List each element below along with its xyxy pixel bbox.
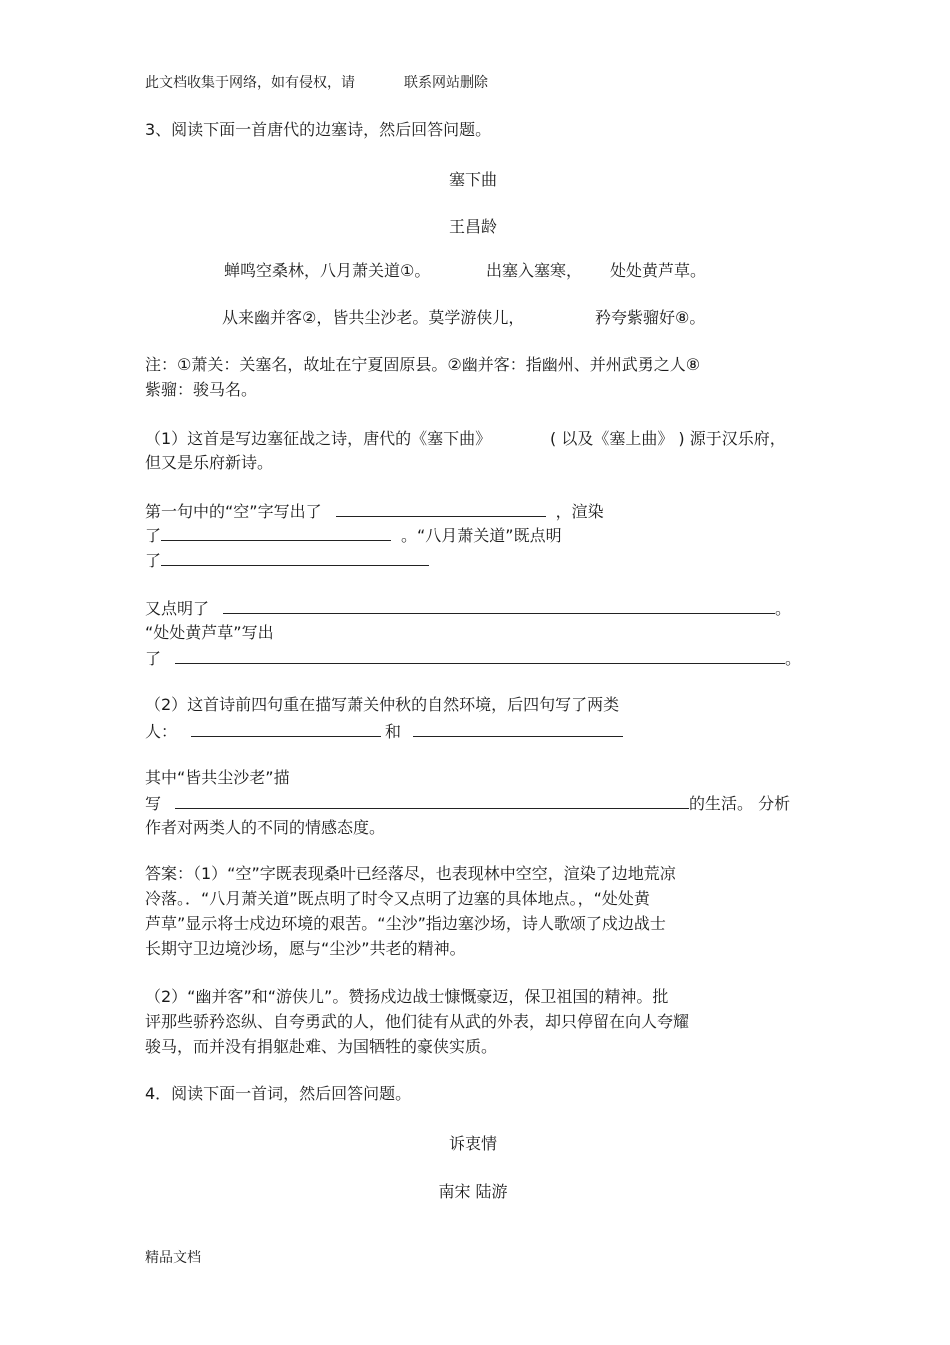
fill-line-3 bbox=[145, 549, 429, 572]
poem-line-1a: 蝉鸣空桑林，八月萧关道①。 bbox=[224, 261, 431, 280]
fill-line-2-text: 了 bbox=[145, 526, 162, 545]
answer-2-line-2: 评那些骄矜恣纵、自夸勇武的人，他们徒有从武的外表，却只停留在向人夸耀 bbox=[145, 1012, 690, 1031]
sub1-line-1a: （1）这首是写边塞征战之诗，唐代的《塞下曲》 bbox=[145, 429, 492, 448]
fill-line-5: “处处黄芦草”写出 bbox=[145, 623, 274, 642]
note-line-1: 注：①萧关：关塞名，故址在宁夏固原县。②幽并客：指幽州、并州武勇之人⑧ bbox=[145, 355, 701, 374]
answer-2-line-1: （2）“幽并客”和“游侠儿”。赞扬戍边战士慷慨豪迈，保卫祖国的精神。批 bbox=[145, 987, 669, 1006]
fill-line-1-text: 第一句中的“空”字写出了 bbox=[145, 502, 322, 521]
blank-1[interactable] bbox=[336, 500, 546, 517]
sub2-line-2 bbox=[145, 720, 623, 743]
answer-1-line-3: 芦草”显示将士戍边环境的艰苦。“尘沙”指边塞沙场，诗人歌颂了戍边战士 bbox=[145, 914, 666, 933]
q4-poem-author: 南宋 陆游 bbox=[438, 1182, 508, 1201]
sub2-line-2-and: 和 bbox=[385, 722, 402, 741]
fill-line-1 bbox=[145, 500, 604, 523]
q4-intro: 4．阅读下面一首词，然后回答问题。 bbox=[145, 1084, 412, 1103]
fill-line-6-text: 了 bbox=[145, 649, 162, 668]
fill-line-6 bbox=[145, 647, 801, 670]
poem-line-1b: 出塞入塞寒， bbox=[486, 261, 583, 280]
q3-intro: 3、阅读下面一首唐代的边塞诗，然后回答问题。 bbox=[145, 120, 492, 139]
header-note-left: 此文档收集于网络，如有侵权，请 bbox=[145, 75, 355, 91]
poem-line-2b: 矜夸紫骝好⑧。 bbox=[595, 308, 706, 327]
q4-poem-title: 诉衷情 bbox=[448, 1134, 497, 1153]
poem-title: 塞下曲 bbox=[448, 170, 497, 189]
fill-line-2 bbox=[145, 524, 562, 547]
answer-1-line-4: 长期守卫边境沙场，愿与“尘沙”共老的精神。 bbox=[145, 939, 466, 958]
fill-line-3-text: 了 bbox=[145, 551, 162, 570]
header-note-right: 联系网站删除 bbox=[404, 75, 488, 91]
poem-author: 王昌龄 bbox=[448, 217, 497, 236]
sub1-line-2: 但又是乐府新诗。 bbox=[145, 453, 274, 472]
blank-6[interactable] bbox=[191, 720, 381, 737]
poem-line-1c: 处处黄芦草。 bbox=[610, 261, 707, 280]
poem-line-2a: 从来幽并客②，皆共尘沙老。莫学游侠儿， bbox=[222, 308, 525, 327]
sub2-line-4 bbox=[145, 792, 790, 815]
sub2-line-1: （2）这首诗前四句重在描写萧关仲秋的自然环境，后四句写了两类 bbox=[145, 695, 620, 714]
sub2-line-5: 作者对两类人的不同的情感态度。 bbox=[145, 818, 386, 837]
sub2-line-4-text: 写 bbox=[145, 794, 162, 813]
sub2-line-4-tail: 的生活。 分析 bbox=[689, 794, 791, 813]
blank-3[interactable] bbox=[161, 549, 429, 566]
answer-1-line-1: 答案：（1）“空”字既表现桑叶已经落尽，也表现林中空空，渲染了边地荒凉 bbox=[145, 864, 676, 883]
footer-note: 精品文档 bbox=[145, 1250, 201, 1266]
fill-line-4-text: 又点明了 bbox=[145, 599, 210, 618]
fill-line-2-tail: 。“八月萧关道”既点明 bbox=[401, 526, 562, 545]
blank-8[interactable] bbox=[175, 792, 689, 809]
blank-7[interactable] bbox=[413, 720, 623, 737]
sub2-line-3: 其中“皆共尘沙老”描 bbox=[145, 768, 290, 787]
sub1-line-1b: ( 以及《塞上曲》 ) 源于汉乐府， bbox=[550, 429, 786, 448]
blank-2[interactable] bbox=[161, 524, 391, 541]
blank-4[interactable] bbox=[223, 597, 775, 614]
fill-line-4-tail: 。 bbox=[775, 599, 792, 618]
sub2-line-2-text: 人： bbox=[145, 722, 178, 741]
fill-line-6-tail: 。 bbox=[785, 649, 802, 668]
fill-line-1-tail: ，渲染 bbox=[555, 502, 604, 521]
fill-line-4 bbox=[145, 597, 791, 620]
answer-2-line-3: 骏马，而并没有捐躯赴难、为国牺牲的豪侠实质。 bbox=[145, 1037, 498, 1056]
blank-5[interactable] bbox=[175, 647, 785, 664]
note-line-2: 紫骝：骏马名。 bbox=[145, 380, 258, 399]
answer-1-line-2: 冷落。．“八月萧关道”既点明了时令又点明了边塞的具体地点。，“处处黄 bbox=[145, 889, 650, 908]
